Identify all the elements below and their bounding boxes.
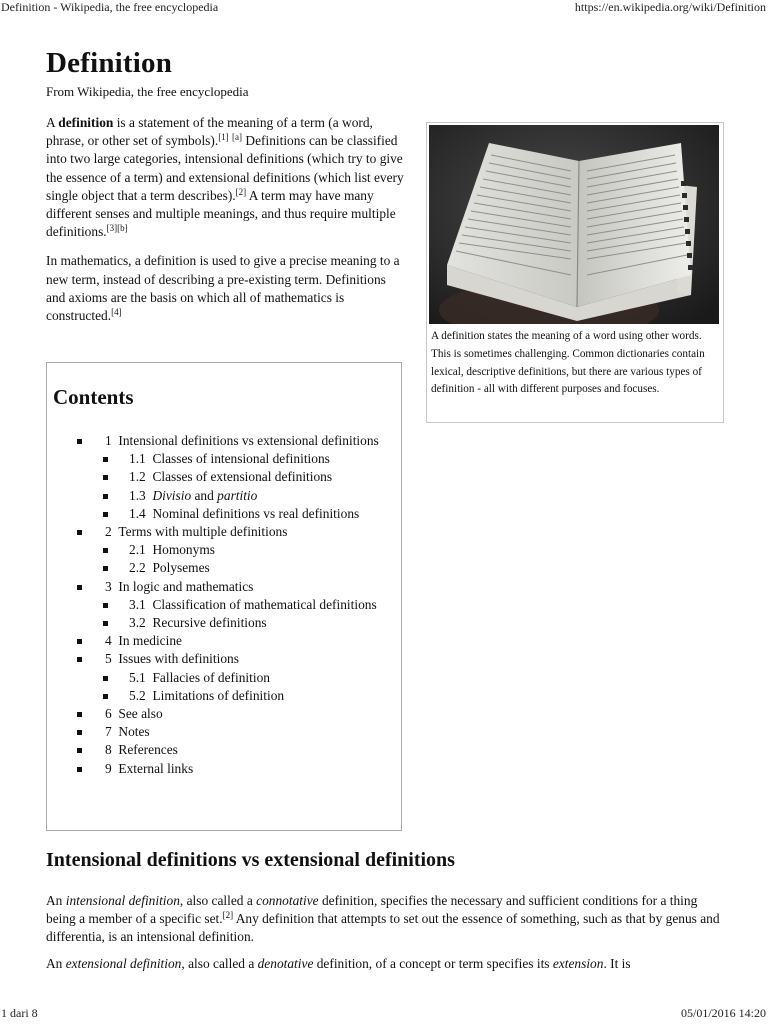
toc-heading: Contents [53, 385, 134, 409]
text-run: An [46, 893, 66, 908]
toc-text: Intensional definitions vs extensional definitions [118, 433, 379, 448]
dictionary-photo[interactable] [429, 125, 719, 324]
text-run: , also called a [181, 955, 258, 971]
toc-text: Issues with definitions [118, 651, 239, 667]
print-header-url: https://en.wikipedia.org/wiki/Definition [574, 0, 766, 14]
toc-text: In medicine [118, 633, 182, 649]
text-run: Definitions can be classified into two large categories, intensional definitions (which try to give the essence of a term) and extensional definitions (which list every single object that a term describes). [46, 133, 404, 203]
toc-subitem[interactable] [103, 487, 397, 505]
toc-item[interactable] [77, 705, 397, 723]
page-subtitle: From Wikipedia, the free encyclopedia [46, 84, 249, 99]
lead-section [46, 114, 408, 336]
toc-number: 4 [105, 633, 112, 649]
toc-item[interactable] [77, 741, 397, 759]
note-link[interactable]: [b] [117, 223, 128, 234]
toc-number: 2.1 [129, 542, 146, 558]
toc-number: 1 [105, 433, 112, 448]
toc-item[interactable] [77, 523, 397, 578]
bold-term: definition [58, 115, 114, 130]
text-run: , also called a [179, 893, 257, 908]
toc-item[interactable] [77, 650, 397, 705]
toc-number: 5.1 [129, 669, 146, 685]
italic-term: intensional definition [65, 893, 180, 908]
toc-number: 1.4 [129, 505, 146, 521]
toc-number: 3.1 [129, 596, 146, 612]
citation-link[interactable]: [4] [111, 307, 122, 318]
print-footer-page: 1 dari 8 [1, 1006, 38, 1020]
toc-subitem[interactable] [103, 687, 397, 705]
toc-text: Notes [118, 724, 150, 740]
toc-text: Classes of intensional definitions [152, 451, 330, 467]
toc-text: In logic and mathematics [118, 578, 254, 594]
italic-term: connotative [256, 893, 319, 908]
toc-item[interactable] [77, 723, 397, 741]
toc-number: 6 [105, 706, 112, 722]
print-footer [0, 1006, 768, 1022]
toc-number: 3.2 [129, 615, 146, 631]
toc-number: 1.1 [129, 451, 146, 467]
text-run: A [46, 115, 59, 130]
citation-link[interactable]: [3] [106, 223, 118, 234]
toc-number: 1.2 [129, 469, 146, 485]
section-heading: Intensional definitions vs extensional definitions [46, 849, 455, 871]
toc-text: Terms with multiple definitions [118, 524, 288, 540]
lead-paragraph-1 [46, 114, 408, 241]
text-run: In mathematics, a definition is used to give a precise meaning to a new term, instead of describing a pre-existing term. Definitions and axioms are the basis on which all of mathematics is constructed. [46, 253, 400, 324]
toc-number: 2.2 [129, 560, 146, 576]
toc-text: Limitations of definition [152, 687, 285, 703]
toc-text: Homonyms [152, 542, 215, 558]
toc-text: References [118, 742, 178, 758]
open-book-illustration [429, 125, 719, 324]
page-title: Definition [46, 47, 173, 79]
toc-text: Fallacies of definition [152, 669, 270, 685]
citation-link[interactable]: [2] [222, 910, 234, 921]
lead-paragraph-2 [46, 252, 408, 325]
italic-term: extension [552, 955, 604, 971]
text-run: definition, of a concept or term specifies its [313, 955, 553, 971]
toc-text: partitio [217, 487, 258, 503]
toc-text: Divisio [152, 487, 192, 503]
toc-text: External links [118, 760, 194, 776]
toc-text: Recursive definitions [152, 615, 267, 631]
print-header-title: Definition - Wikipedia, the free encyclopedia [1, 0, 219, 14]
toc-number: 5 [105, 651, 112, 667]
text-run: An [46, 955, 66, 971]
toc-number: 7 [105, 724, 112, 740]
toc-number: 5.2 [129, 687, 146, 703]
toc-item[interactable] [77, 432, 397, 523]
table-of-contents [46, 362, 402, 831]
toc-number: 3 [105, 578, 112, 594]
toc-item[interactable] [77, 578, 397, 633]
toc-subitem[interactable] [103, 505, 397, 523]
toc-subitem[interactable] [103, 541, 397, 559]
toc-text: Polysemes [152, 560, 210, 576]
toc-text: See also [118, 706, 163, 722]
toc-subitem[interactable] [103, 468, 397, 486]
text-run: definition, specifies the necessary and sufficient conditions for a thing being a member of a specific set. [46, 893, 698, 927]
text-run: . It is [603, 955, 631, 971]
text-run: A term may have many different senses and multiple meanings, and thus require multiple definitions. [46, 187, 396, 240]
toc-subitem[interactable] [103, 450, 397, 468]
section-paragraph-2 [46, 955, 726, 973]
toc-text: and [191, 487, 218, 503]
toc-item[interactable] [77, 760, 397, 778]
italic-term: denotative [257, 955, 314, 971]
toc-list [77, 432, 397, 778]
toc-item[interactable] [77, 632, 397, 650]
print-footer-datetime: 05/01/2016 14:20 [680, 1006, 766, 1020]
toc-text: Classification of mathematical definitions [152, 596, 377, 612]
print-header [0, 0, 768, 16]
text-run: Any definition that attempts to set out the essence of something, such as that by genus and differentia, is an intensional definition. [46, 911, 720, 945]
toc-text: Classes of extensional definitions [152, 469, 333, 485]
italic-term: extensional definition [65, 955, 182, 971]
citation-link[interactable]: [1] [218, 132, 229, 143]
toc-number: 2 [105, 524, 112, 540]
section-body [46, 892, 726, 981]
image-caption: A definition states the meaning of a word using other words. This is sometimes challenging. Common dictionaries contain lexical, descriptive definitions, but there are various types of definition - all with different purposes and focuses. [431, 330, 705, 396]
image-thumbnail [426, 122, 724, 423]
text-run: is a statement of the meaning of a term (a word, phrase, or other set of symbols). [46, 115, 373, 149]
section-paragraph-1 [46, 892, 726, 947]
toc-subitem[interactable] [103, 559, 397, 577]
toc-text: Nominal definitions vs real definitions [152, 505, 360, 521]
toc-number: 1.3 [129, 487, 146, 503]
toc-subitem[interactable] [103, 669, 397, 687]
note-link[interactable]: [a] [232, 132, 243, 143]
toc-number: 8 [105, 742, 112, 758]
toc-subitem[interactable] [103, 614, 397, 632]
citation-link[interactable]: [2] [235, 186, 247, 197]
toc-number: 9 [105, 760, 112, 776]
toc-subitem[interactable] [103, 596, 397, 614]
